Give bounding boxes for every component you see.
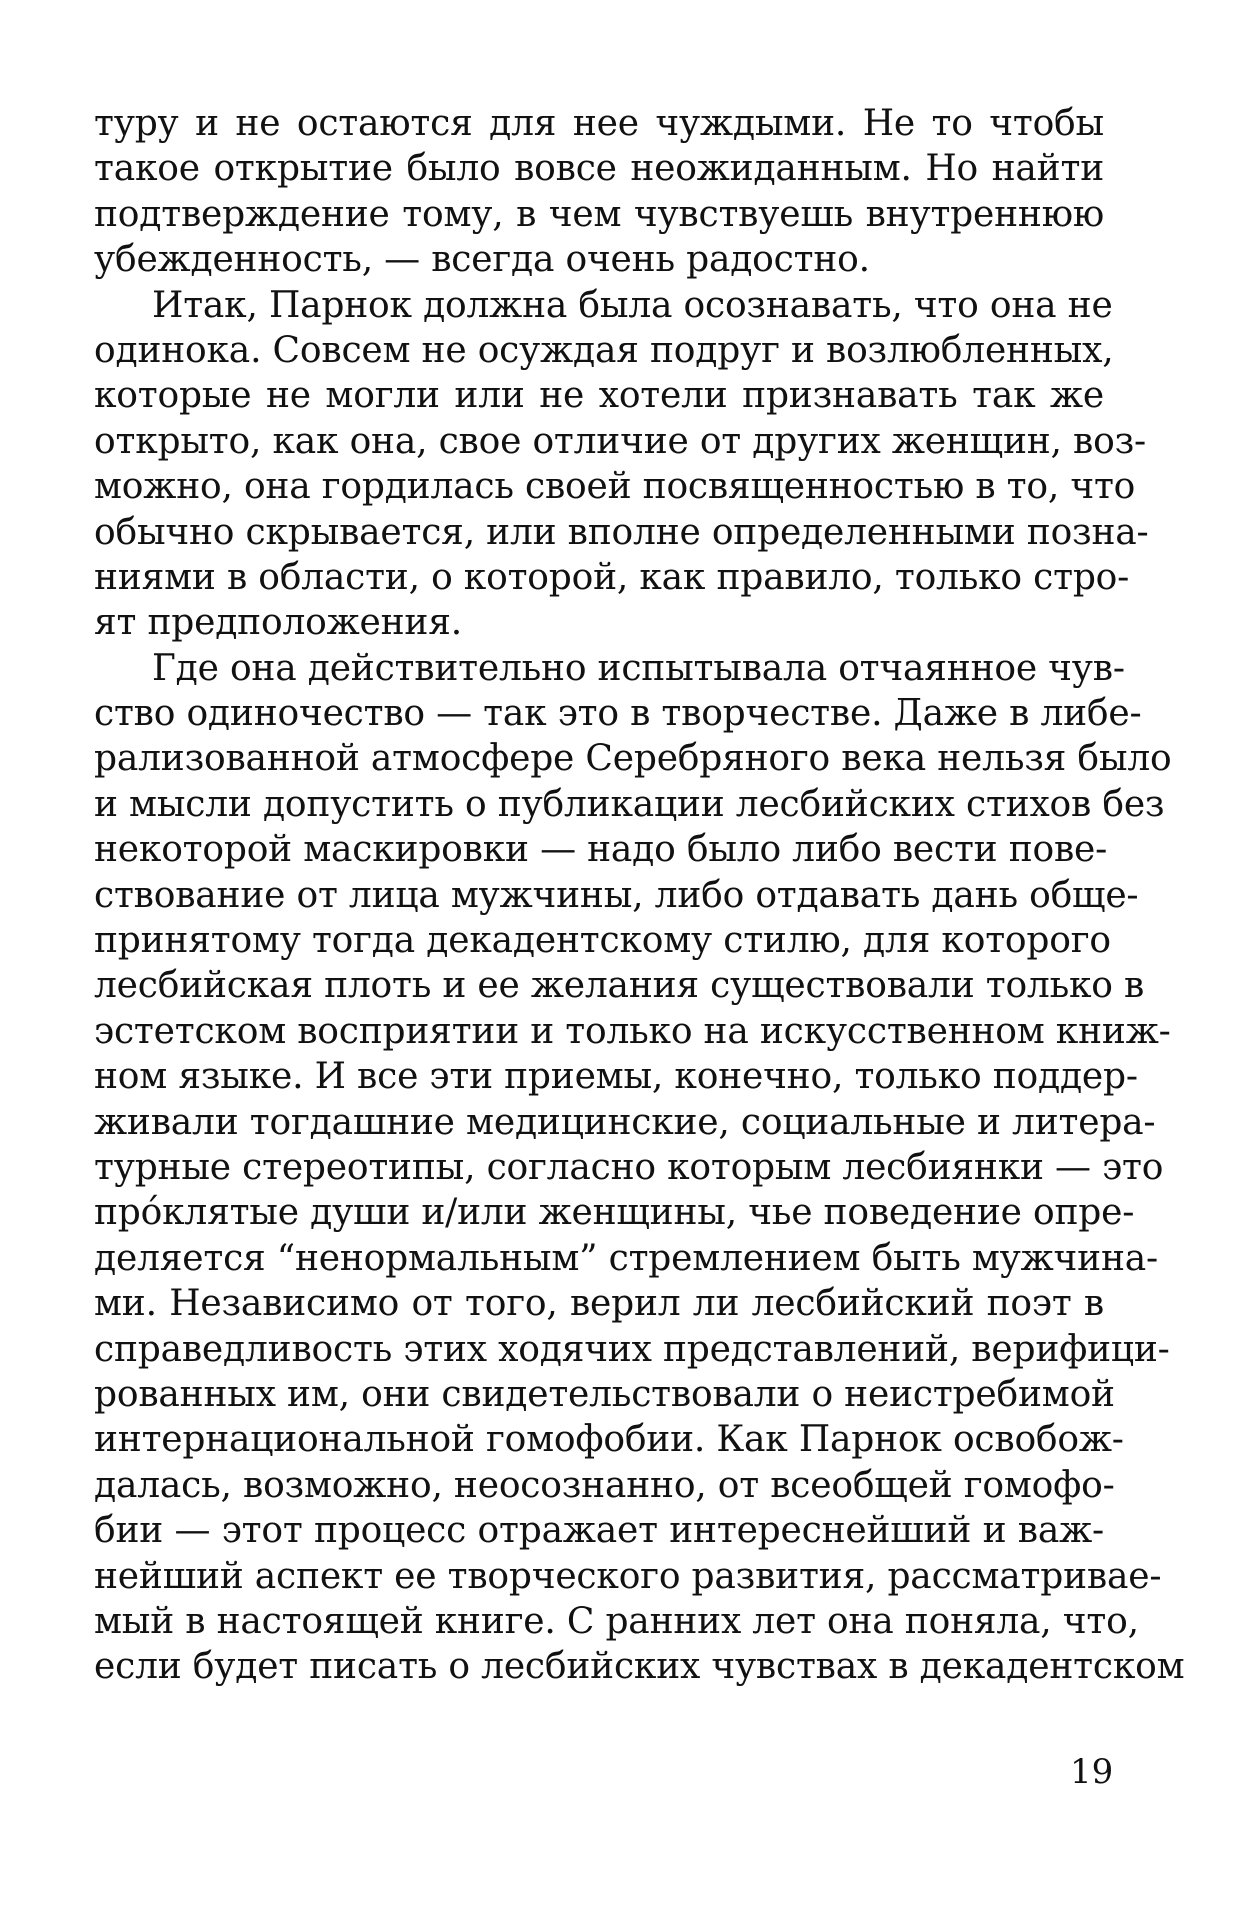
text-line: рализованной атмосфере Серебряного века нельзя было <box>94 738 1172 780</box>
text-line: Где она действительно испытывала отчаянное чув- <box>152 647 1125 689</box>
text-line: если будет писать о лесбийских чувствах в декадентском <box>94 1646 1185 1688</box>
text-line: рованных им, они свидетельствовали о неистребимой <box>94 1373 1115 1415</box>
text-line: лесбийская плоть и ее желания существовали только в <box>94 965 1145 1007</box>
text-line: одинока. Совсем не осуждая подруг и возлюбленных, <box>94 329 1114 371</box>
text-line: открыто, как она, свое отличие от других женщин, воз- <box>94 420 1146 462</box>
text-line: прóклятые души и/или женщины, чье поведение опре- <box>94 1192 1135 1234</box>
text-line: можно, она гордилась своей посвященностью в то, что <box>94 466 1136 508</box>
text-line: ят предположения. <box>94 602 462 644</box>
text-line: эстетском восприятии и только на искусственном книж- <box>94 1010 1171 1052</box>
text-line: Итак, Парнок должна была осознавать, что она не <box>152 284 1113 326</box>
text-line: ство одиночество — так это в творчестве. Даже в либе- <box>94 693 1142 735</box>
paragraph-1 <box>94 101 1104 283</box>
text-line: и мысли допустить о публикации лесбийских стихов без <box>94 783 1165 825</box>
paragraph-3 <box>94 646 1185 1690</box>
text-line: некоторой маскировки — надо было либо вести пове- <box>94 829 1108 871</box>
text-line: подтверждение тому, в чем чувствуешь внутреннюю <box>94 193 1104 235</box>
text-line: туру и не остаются для нее чуждыми. Не то чтобы <box>94 103 1104 144</box>
text-line: деляется “ненормальным” стремлением быть мужчина- <box>94 1237 1158 1279</box>
text-line: убежденность, — всегда очень радостно. <box>94 239 870 281</box>
text-line: интернациональной гомофобии. Как Парнок освобож- <box>94 1419 1124 1461</box>
text-line: ниями в области, о которой, как правило, только стро- <box>94 556 1130 598</box>
text-line: справедливость этих ходячих представлений, верифици- <box>94 1328 1170 1370</box>
text-line: далась, возможно, неосознанно, от всеобщей гомофо- <box>94 1464 1115 1506</box>
text-line: ном языке. И все эти приемы, конечно, только поддер- <box>94 1056 1138 1098</box>
text-line: которые не могли или не хотели признавать так же <box>94 375 1104 417</box>
page-number: 19 <box>1070 1752 1114 1792</box>
paragraph-2 <box>94 283 1149 646</box>
text-line: принятому тогда декадентскому стилю, для которого <box>94 920 1111 962</box>
text-line: обычно скрывается, или вполне определенными позна- <box>94 511 1149 553</box>
text-line: турные стереотипы, согласно которым лесбиянки — это <box>94 1146 1164 1188</box>
text-line: бии — этот процесс отражает интереснейший и важ- <box>94 1510 1104 1552</box>
body-text <box>94 101 1185 1690</box>
text-line: живали тогдашние медицинские, социальные и литера- <box>94 1101 1156 1143</box>
text-line: ствование от лица мужчины, либо отдавать дань обще- <box>94 874 1139 916</box>
text-line: ми. Независимо от того, верил ли лесбийский поэт в <box>94 1283 1104 1325</box>
text-line: мый в настоящей книге. С ранних лет она поняла, что, <box>94 1600 1139 1642</box>
text-line: нейший аспект ее творческого развития, рассматривае- <box>94 1555 1162 1597</box>
text-line: такое открытие было вовсе неожиданным. Но найти <box>94 148 1104 190</box>
